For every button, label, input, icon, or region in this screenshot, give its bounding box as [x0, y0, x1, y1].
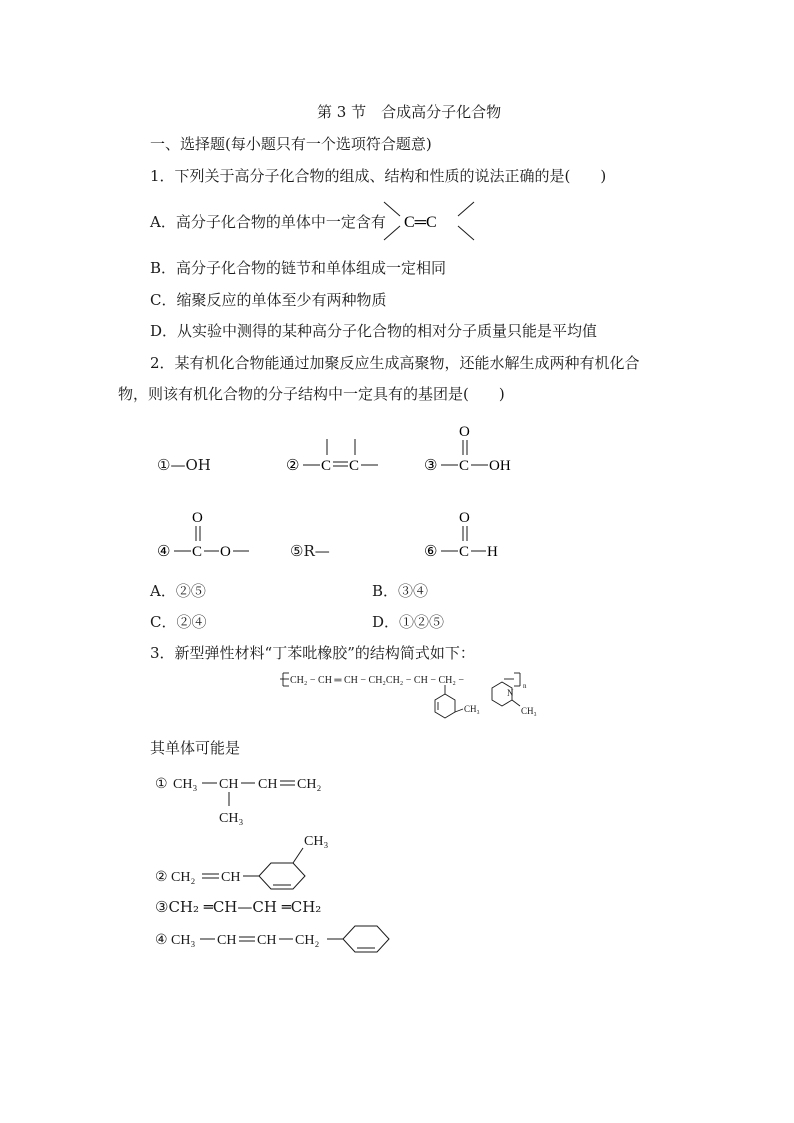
svg-text:CH₃: CH₃ [173, 777, 198, 792]
group-alkene-structure [286, 435, 396, 475]
svg-text:CH₂: CH₂ [295, 933, 320, 948]
svg-text:CH₃: CH₃ [464, 704, 480, 714]
svg-text:⑥: ⑥ [424, 544, 438, 560]
group-hydroxyl: ①—OH [157, 456, 211, 474]
group-ester-structure [157, 506, 267, 561]
q2-option-a: A．②⑤ [150, 582, 206, 600]
svg-text:C: C [459, 544, 470, 560]
svg-text:③: ③ [424, 458, 438, 474]
svg-text:CH₃: CH₃ [219, 811, 244, 826]
svg-text:CH: CH [217, 933, 237, 948]
svg-text:②: ② [286, 458, 300, 474]
svg-text:CH: CH [257, 933, 277, 948]
svg-text:CH₃: CH₃ [521, 706, 537, 716]
q2-option-b: B．③④ [372, 582, 429, 600]
svg-text:H: H [487, 544, 498, 560]
q3-stem: 3．新型弹性材料“丁苯吡橡胶”的结构简式如下： [150, 644, 475, 662]
svg-text:C: C [349, 458, 360, 474]
group-alkyl: ⑤R— [290, 542, 330, 560]
q3-monomer-prompt: 其单体可能是 [150, 739, 241, 757]
svg-text:CH₂ − CH ═ CH − CH₂CH₂ − CH −: CH₂ − CH ═ CH − CH₂CH₂ − CH − CH₂ − [290, 675, 464, 686]
q1-option-d: D．从实验中测得的某种高分子化合物的相对分子质量只能是平均值 [150, 322, 598, 340]
q1-option-a: A．高分子化合物的单体中一定含有 [150, 213, 386, 231]
svg-text:N: N [507, 688, 514, 698]
svg-text:C: C [321, 458, 332, 474]
monomer-4-structure [155, 922, 415, 960]
svg-text:O: O [459, 424, 470, 440]
svg-text:④: ④ [157, 544, 171, 560]
q2-stem-line2: 物，则该有机化合物的分子结构中一定具有的基团是( ) [118, 385, 505, 403]
svg-text:O: O [220, 544, 231, 560]
svg-text:CH₂: CH₂ [171, 870, 196, 885]
svg-text:④: ④ [155, 933, 168, 948]
svg-text:C: C [459, 458, 470, 474]
svg-text:①: ① [155, 777, 168, 792]
svg-text:O: O [192, 510, 203, 526]
svg-text:n: n [523, 682, 527, 690]
rubber-polymer-structure [280, 666, 560, 731]
group-aldehyde-structure [424, 506, 524, 561]
monomer-3: ③CH₂ ═CH—CH ═CH₂ [155, 898, 322, 916]
section-heading: 一、选择题(每小题只有一个选项符合题意) [150, 135, 432, 153]
page-title: 第 3 节 合成高分子化合物 [317, 103, 502, 121]
q1-option-b: B．高分子化合物的链节和单体组成一定相同 [150, 259, 447, 277]
group-carboxyl-structure [424, 420, 534, 475]
svg-text:CH: CH [258, 777, 278, 792]
monomer-1-structure [155, 772, 355, 827]
q2-stem-line1: 2．某有机化合物能通过加聚反应生成高聚物，还能水解生成两种有机化合 [150, 354, 640, 372]
svg-text:②: ② [155, 870, 168, 885]
monomer-2-structure [155, 828, 355, 896]
svg-text:CH: CH [221, 870, 241, 885]
svg-text:CH: CH [219, 777, 239, 792]
q1-option-c: C．缩聚反应的单体至少有两种物质 [150, 291, 387, 309]
svg-text:OH: OH [489, 458, 511, 474]
cc-formula: C═C [404, 214, 437, 231]
q2-option-c: C．②④ [150, 613, 207, 631]
q2-option-d: D．①②⑤ [372, 613, 445, 631]
cc-double-bond-structure [380, 200, 480, 244]
svg-text:CH₃: CH₃ [304, 834, 329, 849]
svg-text:O: O [459, 510, 470, 526]
svg-text:CH₃: CH₃ [171, 933, 196, 948]
svg-text:C: C [192, 544, 203, 560]
q1-stem: 1．下列关于高分子化合物的组成、结构和性质的说法正确的是( ) [150, 167, 607, 185]
svg-text:CH₂: CH₂ [297, 777, 322, 792]
